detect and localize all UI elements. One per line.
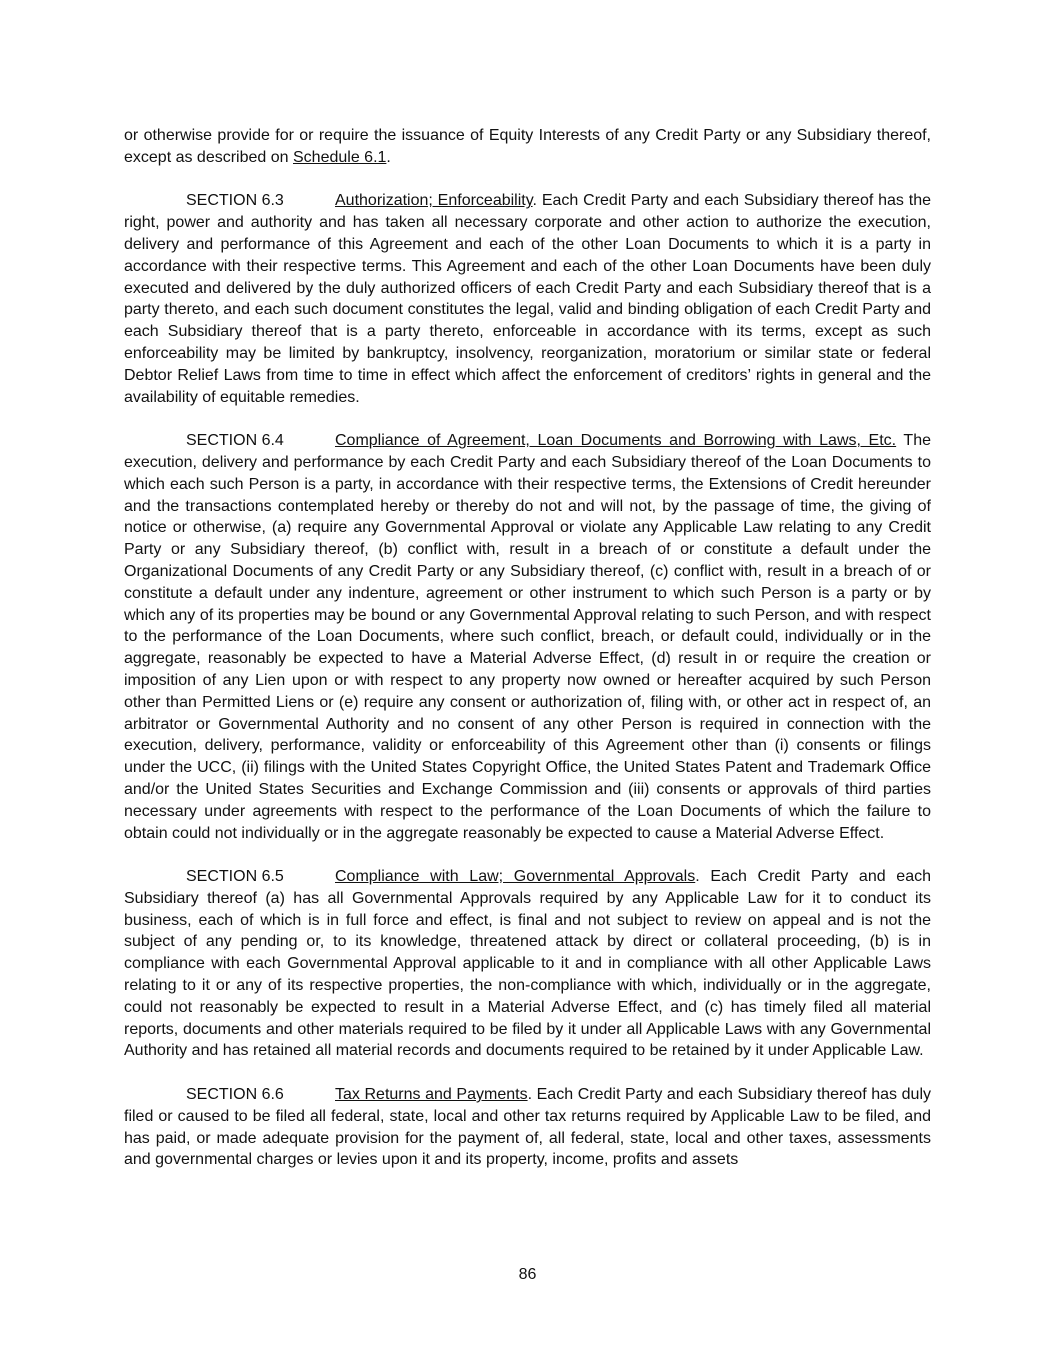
- section-title: Authorization; Enforceability: [335, 192, 533, 210]
- section-number: SECTION 6.3: [186, 192, 284, 210]
- section-title-punct: .: [527, 1086, 533, 1104]
- section-title: Compliance with Law; Governmental Approvals: [335, 868, 696, 886]
- section-6-5-paragraph: [124, 866, 931, 1062]
- section-title-punct: .: [532, 192, 537, 210]
- intro-text: or otherwise provide for or require the issuance of Equity Interests of any Credit Party or any Subsidiary thereof, except as described on: [124, 127, 931, 166]
- section-title: Compliance of Agreement, Loan Documents and Borrowing with Laws, Etc.: [335, 432, 897, 450]
- section-number: SECTION 6.4: [186, 432, 284, 450]
- intro-paragraph: [124, 125, 931, 169]
- schedule-reference: Schedule 6.1: [293, 148, 387, 166]
- page-number: 86: [518, 1266, 537, 1283]
- section-body: The execution, delivery and performance by each Credit Party and each Subsidiary thereof of the Loan Documents to which each such Person is a party, in accordance with their respective terms, the Extensions of Credit hereunder and the transactions contemplated hereby or thereby do not and will not, by the passage of time, the giving of notice or otherwise, (a) require any Governmental Approval or violate any Applicable Law relating to any Credit Party or any Subsidiary thereof, (b) conflict with, result in a breach of or constitute a default under the Organizational Documents of any Credit Party or any Subsidiary thereof, (c) conflict with, result in a breach of or constitute a default under any indenture, agreement or other instrument to which such Person is a party or by which any of its properties may be bound or any Governmental Approval relating to such Person, and with respect to the performance of the Loan Documents, where such conflict, breach, or default could, individually or in the aggregate, reasonably be expected to have a Material Adverse Effect, (d) result in or require the creation or imposition of any Lien upon or with respect to any property now owned or hereafter acquired by such Person other than Permitted Liens or (e) require any consent or authorization of, filing with, or other act in respect of, an arbitrator or Governmental Authority and no consent of any other Person is required in connection with the execution, delivery, performance, validity or enforceability of this Agreement other than (i) consents or filings under the UCC, (ii) filings with the United States Copyright Office, the United States Patent and Trademark Office and/or the United States Securities and Exchange Commission and (iii) consents or approvals of third parties necessary under agreements with respect to the performance of the Loan Documents of which the failure to obtain could not individually or in the aggregate reasonably be expected to cause a Material Adverse Effect.: [124, 432, 932, 842]
- document-page: [124, 125, 931, 1193]
- section-6-6-paragraph: [124, 1084, 931, 1171]
- section-6-4-paragraph: [124, 430, 931, 844]
- section-body: Each Credit Party and each Subsidiary thereof has the right, power and authority and has taken all necessary corporate and other action to authorize the execution, delivery and performance of this Agreement and each of the other Loan Documents to which it is a party in accordance with their respective terms. This Agreement and each of the other Loan Documents have been duly executed and delivered by the duly authorized officers of each Credit Party and each Subsidiary thereof that is a party thereto, and each such document constitutes the legal, valid and binding obligation of each Credit Party and each Subsidiary thereof that is a party thereto, enforceable in accordance with its terms, except as such enforceability may be limited by bankruptcy, insolvency, reorganization, moratorium or similar state or federal Debtor Relief Laws from time to time in effect which affect the enforcement of creditors’ rights in general and the availability of equitable remedies.: [124, 192, 932, 406]
- section-number: SECTION 6.6: [186, 1086, 284, 1104]
- section-6-3-paragraph: [124, 190, 931, 408]
- intro-end: .: [386, 148, 391, 166]
- section-title-punct: .: [695, 868, 700, 886]
- section-body: Each Credit Party and each Subsidiary thereof (a) has all Governmental Approvals required by any Applicable Law for it to conduct its business, each of which is in full force and effect, is final and not subject to review on appeal and is not the subject of any pending or, to its knowledge, threatened attack by direct or collateral proceeding, (b) is in compliance with each Governmental Approval applicable to it and in compliance with all other Applicable Laws relating to it or any of its respective properties, the non-compliance with which, individually or in the aggregate, could not reasonably be expected to result in a Material Adverse Effect, and (c) has timely filed all material reports, documents and other materials required to be filed by it under all Applicable Laws with any Governmental Authority and has retained all material records and documents required to be retained by it under Applicable Law.: [124, 868, 931, 1060]
- section-number: SECTION 6.5: [186, 868, 284, 886]
- section-body: Each Credit Party and each Subsidiary thereof has duly filed or caused to be filed all federal, state, local and other tax returns required by Applicable Law to be filed, and has paid, or made adequate provision for the payment of, all federal, state, local and other taxes, assessments and governmental charges or levies upon it and its property, income, profits and assets: [124, 1086, 932, 1169]
- section-title: Tax Returns and Payments: [335, 1086, 528, 1104]
